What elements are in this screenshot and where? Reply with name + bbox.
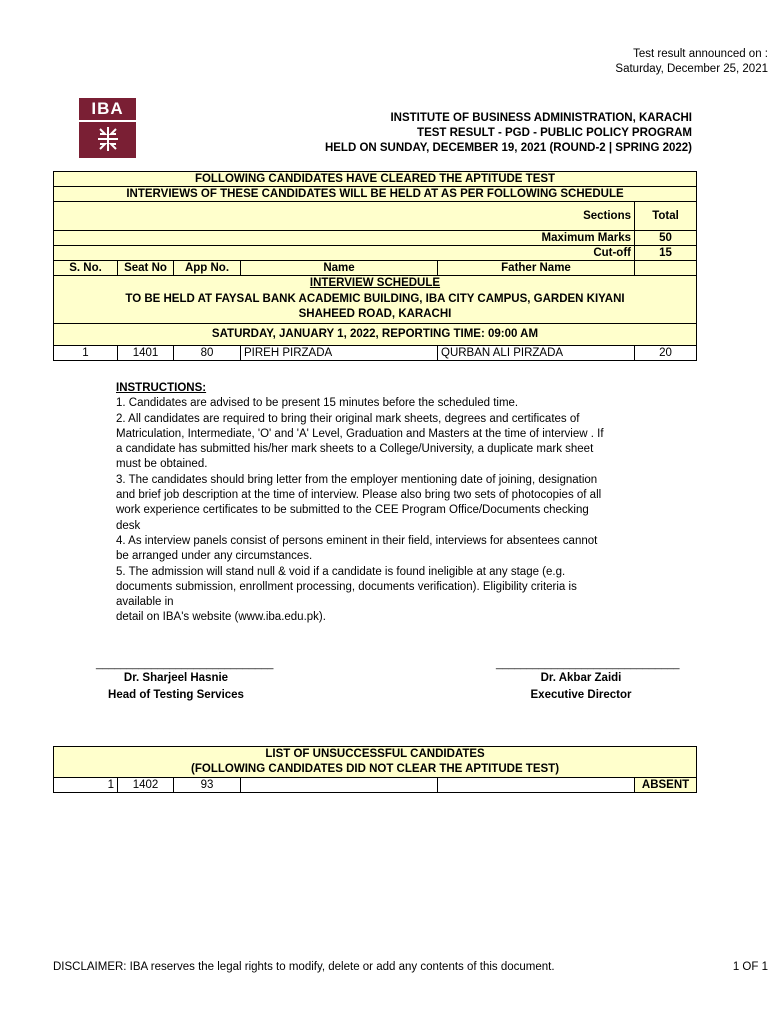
status-absent: ABSENT bbox=[635, 778, 697, 793]
interview-schedule bbox=[54, 276, 697, 324]
col-sno: S. No. bbox=[54, 261, 118, 276]
table-row bbox=[54, 345, 697, 360]
instruction-line: Matriculation, Intermediate, 'O' and 'A' Level, Graduation and Masters at the time of interview . If bbox=[116, 427, 604, 440]
announcement-date: Saturday, December 25, 2021 bbox=[615, 63, 768, 75]
schedule-date: SATURDAY, JANUARY 1, 2022, REPORTING TIME: 09:00 AM bbox=[54, 323, 697, 345]
row-total: 20 bbox=[635, 345, 697, 360]
institute-name: INSTITUTE OF BUSINESS ADMINISTRATION, KARACHI bbox=[390, 112, 692, 124]
iba-logo bbox=[79, 98, 136, 158]
cleared-title: FOLLOWING CANDIDATES HAVE CLEARED THE APTITUDE TEST bbox=[54, 172, 697, 187]
signatory-title-left: Head of Testing Services bbox=[108, 689, 244, 701]
cutoff-value: 15 bbox=[635, 246, 697, 261]
signature-right bbox=[496, 658, 680, 704]
unsuccessful-subtitle: (FOLLOWING CANDIDATES DID NOT CLEAR THE APTITUDE TEST) bbox=[191, 763, 560, 775]
col-name: Name bbox=[241, 261, 438, 276]
unsuccessful-table bbox=[53, 746, 697, 793]
instruction-line: 4. As interview panels consist of persons eminent in their field, interviews for absentees cannot bbox=[116, 534, 598, 547]
document-header bbox=[325, 111, 692, 156]
logo-text: IBA bbox=[91, 99, 124, 118]
signatory-title-right: Executive Director bbox=[530, 689, 632, 701]
table-row bbox=[54, 778, 697, 793]
unsuccessful-title: LIST OF UNSUCCESSFUL CANDIDATES bbox=[265, 748, 485, 760]
instruction-line: and brief job description at the time of interview. Please also bring two sets of photocopies of all bbox=[116, 489, 602, 502]
test-date: HELD ON SUNDAY, DECEMBER 19, 2021 (ROUND-2 | SPRING 2022) bbox=[324, 142, 692, 154]
signature-left bbox=[96, 658, 274, 704]
instruction-line: must be obtained. bbox=[116, 458, 208, 471]
cutoff-label: Cut-off bbox=[54, 246, 635, 261]
sections-label: Sections bbox=[54, 202, 635, 231]
col-seat: Seat No bbox=[118, 261, 174, 276]
instruction-line: 1. Candidates are advised to be present 15 minutes before the scheduled time. bbox=[116, 397, 519, 410]
disclaimer: DISCLAIMER: IBA reserves the legal rights to modify, delete or add any contents of this document. bbox=[53, 961, 555, 973]
interviews-title: INTERVIEWS OF THESE CANDIDATES WILL BE HELD AT AS PER FOLLOWING SCHEDULE bbox=[54, 187, 697, 202]
row-seat: 1401 bbox=[118, 345, 174, 360]
row-app: 93 bbox=[174, 778, 241, 793]
instruction-line: 3. The candidates should bring letter from the employer mentioning date of joining, designation bbox=[116, 473, 598, 486]
row-name: PIREH PIRZADA bbox=[241, 345, 438, 360]
row-sno: 1 bbox=[54, 345, 118, 360]
instruction-line: detail on IBA's website (www.iba.edu.pk). bbox=[116, 611, 326, 624]
row-seat: 1402 bbox=[118, 778, 174, 793]
row-father: QURBAN ALI PIRZADA bbox=[438, 345, 635, 360]
instruction-line: work experience certificates to be submitted to the CEE Program Office/Documents checking bbox=[116, 504, 589, 517]
iba-emblem-icon bbox=[96, 125, 120, 153]
instructions-title: INSTRUCTIONS: bbox=[116, 382, 207, 394]
signatory-name-right: Dr. Akbar Zaidi bbox=[540, 672, 622, 684]
instructions bbox=[116, 381, 636, 626]
signature-line-left: _____________________________ bbox=[96, 658, 274, 670]
max-marks-value: 50 bbox=[635, 231, 697, 246]
row-app: 80 bbox=[174, 345, 241, 360]
instruction-line: be arranged under any circumstances. bbox=[116, 550, 313, 563]
unsuccessful-header bbox=[54, 747, 697, 778]
test-result-title: TEST RESULT - PGD - PUBLIC POLICY PROGRAM bbox=[417, 127, 692, 139]
col-father: Father Name bbox=[438, 261, 635, 276]
announcement-label: Test result announced on : bbox=[633, 48, 768, 60]
row-sno: 1 bbox=[54, 778, 118, 793]
max-marks-label: Maximum Marks bbox=[54, 231, 635, 246]
schedule-title: INTERVIEW SCHEDULE bbox=[309, 277, 441, 289]
instruction-line: 2. All candidates are required to bring their original mark sheets, degrees and certificates of bbox=[116, 412, 580, 425]
announcement bbox=[615, 47, 768, 77]
page-number: 1 OF 1 bbox=[732, 961, 768, 973]
instruction-line: available in bbox=[116, 596, 174, 609]
instruction-line: 5. The admission will stand null & void if a candidate is found ineligible at any stage (e.g. bbox=[116, 565, 566, 578]
total-header: Total bbox=[635, 202, 697, 231]
instruction-line: a candidate has submitted his/her mark sheets to a College/University, a duplicate mark sheet bbox=[116, 443, 594, 456]
col-app: App No. bbox=[174, 261, 241, 276]
column-headers bbox=[54, 261, 697, 276]
signature-line-right: ______________________________ bbox=[496, 658, 680, 670]
signatory-name-left: Dr. Sharjeel Hasnie bbox=[123, 672, 229, 684]
results-table bbox=[53, 171, 697, 361]
schedule-venue: TO BE HELD AT FAYSAL BANK ACADEMIC BUILDING, IBA CITY CAMPUS, GARDEN KIYANI bbox=[125, 292, 625, 305]
instruction-line: documents submission, enrollment processing, documents verification). Eligibility criteria is bbox=[116, 580, 577, 593]
schedule-venue-road: SHAHEED ROAD, KARACHI bbox=[298, 308, 452, 320]
instruction-line: desk bbox=[116, 519, 141, 532]
